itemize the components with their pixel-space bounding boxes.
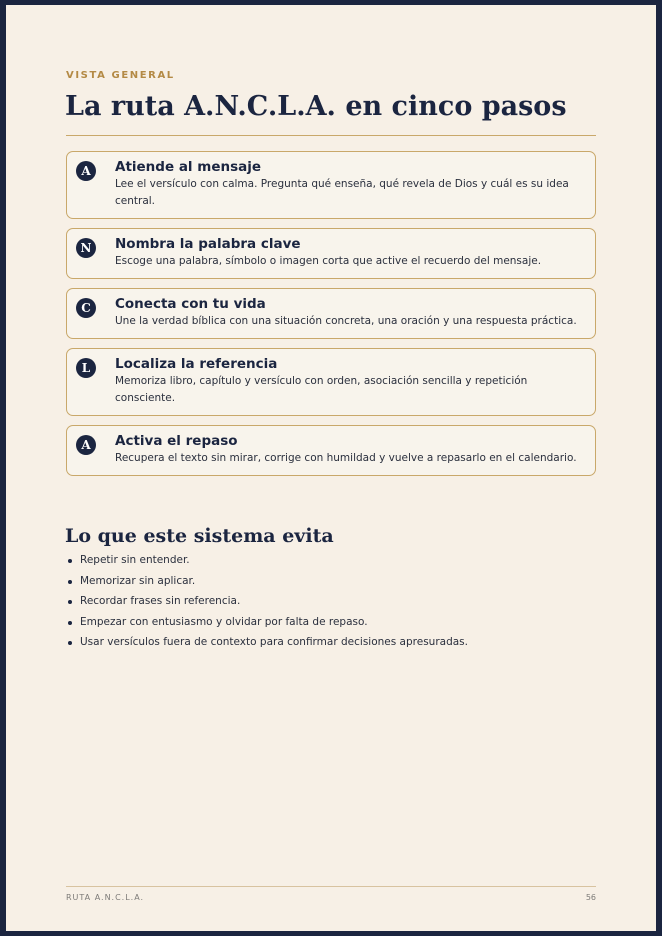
list-item: Memorizar sin aplicar. [66,571,596,592]
step-description: Escoge una palabra, símbolo o imagen corta que active el recuerdo del mensaje. [115,255,542,267]
title-divider [66,135,596,136]
step-title: Atiende al mensaje [115,159,262,175]
steps-list [66,151,596,485]
step-title: Activa el repaso [115,433,238,449]
step-title: Nombra la palabra clave [115,236,301,252]
page-title: La ruta A.N.C.L.A. en cinco pasos [65,91,567,122]
list-item: Repetir sin entender. [66,550,596,571]
section-eyebrow: VISTA GENERAL [66,70,175,81]
step-description: Une la verdad bíblica con una situación concreta, una oración y una respuesta práctica. [115,315,577,327]
step-card-activa [66,425,596,476]
step-letter-badge: L [76,358,96,378]
step-card-localiza [66,348,596,416]
step-card-atiende [66,151,596,219]
step-card-conecta [66,288,596,339]
step-letter-badge: A [76,161,96,181]
page-number: 56 [585,893,596,902]
footer-divider [66,886,596,887]
step-description: Lee el versículo con calma. Pregunta qué enseña, qué revela de Dios y cuál es su idea central. [115,178,569,207]
step-letter-badge: A [76,435,96,455]
list-item: Usar versículos fuera de contexto para confirmar decisiones apresuradas. [66,632,596,653]
step-title: Localiza la referencia [115,356,278,372]
avoid-list [66,550,596,653]
step-card-nombra [66,228,596,279]
step-letter-badge: N [76,238,96,258]
step-letter-badge: C [76,298,96,318]
step-description: Memoriza libro, capítulo y versículo con orden, asociación sencilla y repetición consciente. [115,375,528,404]
list-item: Empezar con entusiasmo y olvidar por falta de repaso. [66,612,596,633]
document-page [6,5,656,931]
footer-label: RUTA A.N.C.L.A. [66,893,145,902]
step-title: Conecta con tu vida [115,296,266,312]
step-description: Recupera el texto sin mirar, corrige con humildad y vuelve a repasarlo en el calendario. [115,452,577,464]
list-item: Recordar frases sin referencia. [66,591,596,612]
avoid-section-title: Lo que este sistema evita [65,525,334,547]
